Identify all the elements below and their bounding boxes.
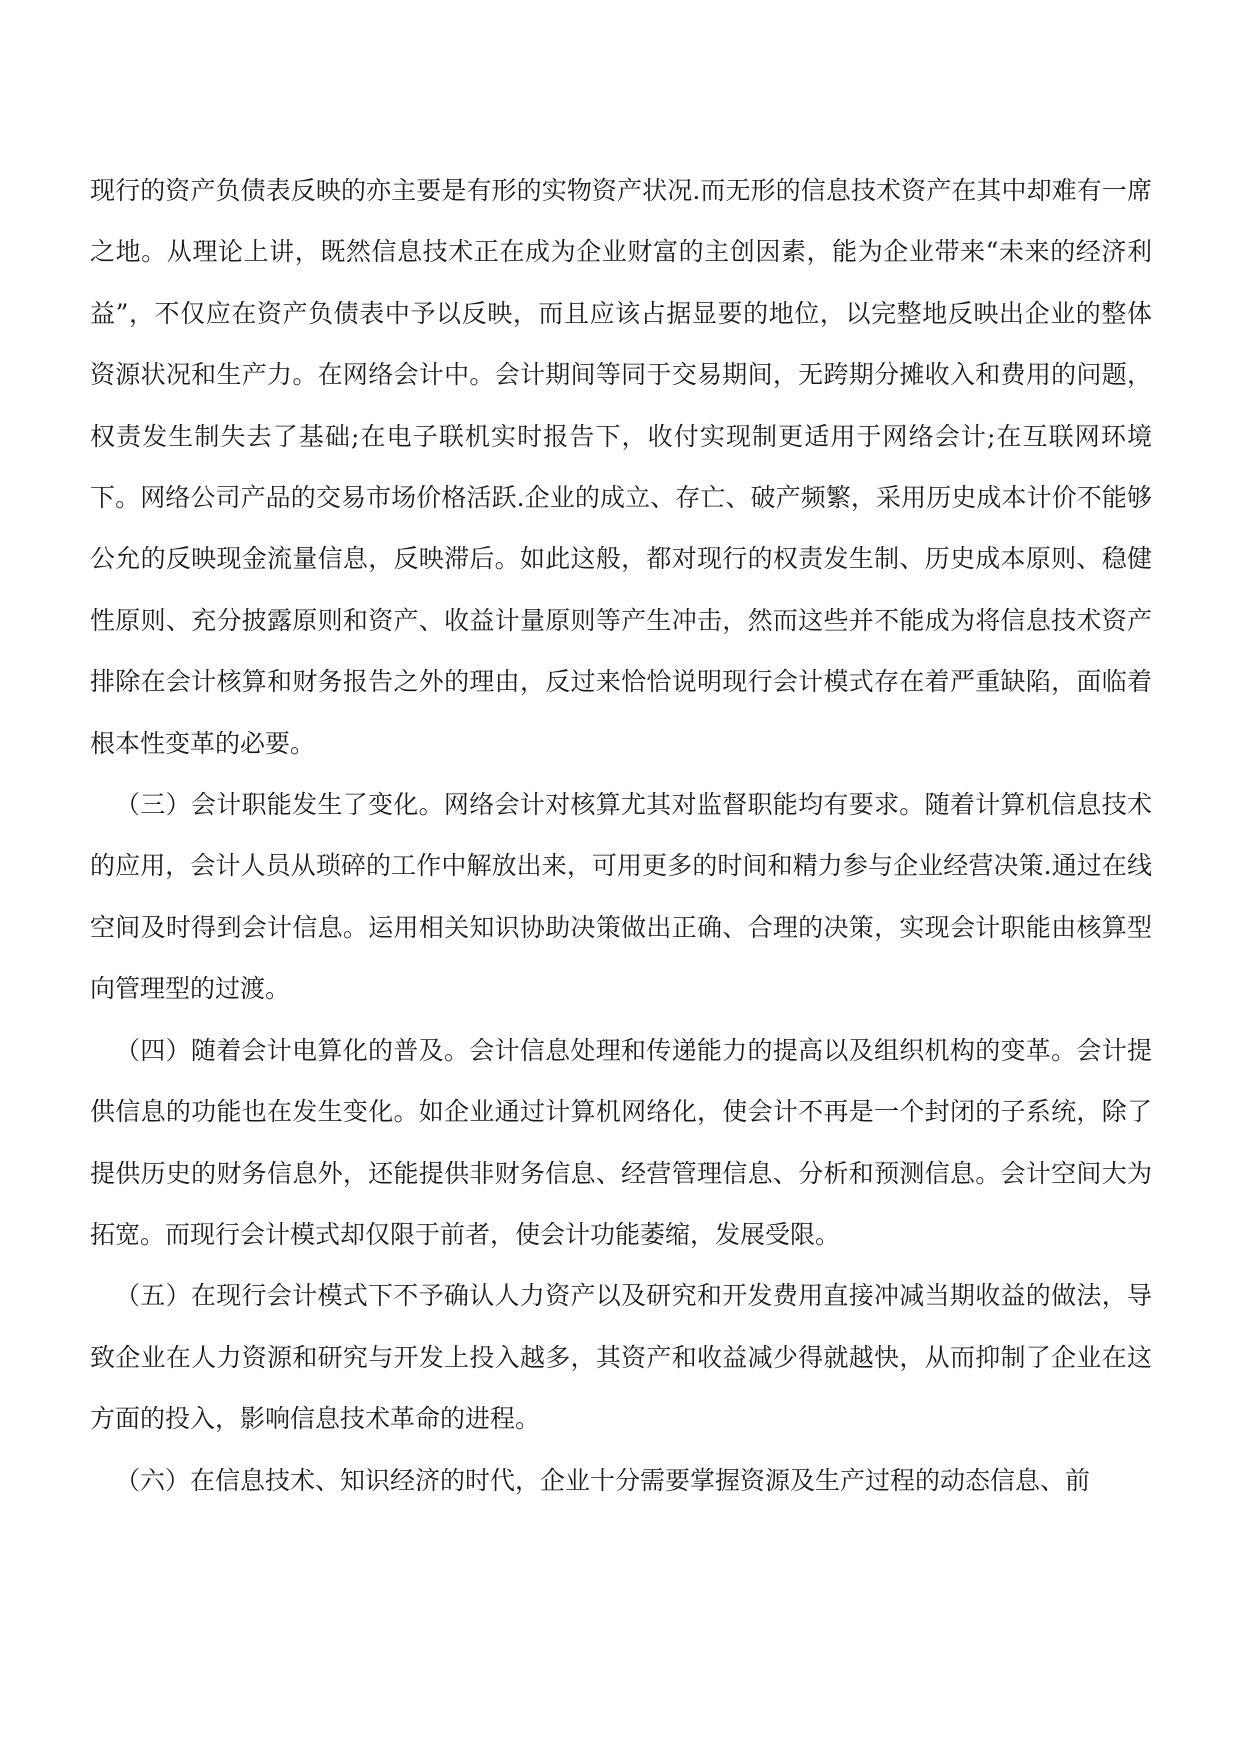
paragraph-accounting-functions: （三）会计职能发生了变化。网络会计对核算尤其对监督职能均有要求。随着计算机信息技术的应用，会计人员从琐碎的工作中解放出来，可用更多的时间和精力参与企业经营决策.通过在线空间及时得到会计信息。运用相关知识协助决策做出正确、合理的决策，实现会计职能由核算型向管理型的过渡。 xyxy=(90,790,1152,1004)
paragraph-balance-sheet: 现行的资产负债表反映的亦主要是有形的实物资产状况.而无形的信息技术资产在其中却难有一席之地。从理论上讲，既然信息技术正在成为企业财富的主创因素，能为企业带来“未来的经济利益”，不仅应在资产负债表中予以反映，而且应该占据显要的地位，以完整地反映出企业的整体资源状况和生产力。在网络会计中。会计期间等同于交易期间，无跨期分摊收入和费用的问题，权责发生制失去了基础;在电子联机实时报告下，收付实现制更适用于网络会计;在互联网环境下。网络公司产品的交易市场价格活跃.企业的成立、存亡、破产频繁，采用历史成本计价不能够公允的反映现金流量信息，反映滞后。如此这般，都对现行的权责发生制、历史成本原则、稳健性原则、充分披露原则和资产、收益计量原则等产生冲击，然而这些并不能成为将信息技术资产排除在会计核算和财务报告之外的理由，反过来恰恰说明现行会计模式存在着严重缺陷，面临着根本性变革的必要。 xyxy=(90,176,1152,758)
paragraph-information-functions: （四）随着会计电算化的普及。会计信息处理和传递能力的提高以及组织机构的变革。会计提供信息的功能也在发生变化。如企业通过计算机网络化，使会计不再是一个封闭的子系统，除了提供历史的财务信息外，还能提供非财务信息、经营管理信息、分析和预测信息。会计空间大为拓宽。而现行会计模式却仅限于前者，使会计功能萎缩，发展受限。 xyxy=(90,1035,1152,1249)
paragraph-information-era: （六）在信息技术、知识经济的时代，企业十分需要掌握资源及生产过程的动态信息、前 xyxy=(115,1465,1091,1495)
paragraph-human-assets: （五）在现行会计模式下不予确认人力资产以及研究和开发费用直接冲减当期收益的做法，导致企业在人力资源和研究与开发上投入越多，其资产和收益减少得就越快，从而抑制了企业在这方面的投入，影响信息技术革命的进程。 xyxy=(90,1281,1152,1434)
document-page xyxy=(90,160,1152,1511)
